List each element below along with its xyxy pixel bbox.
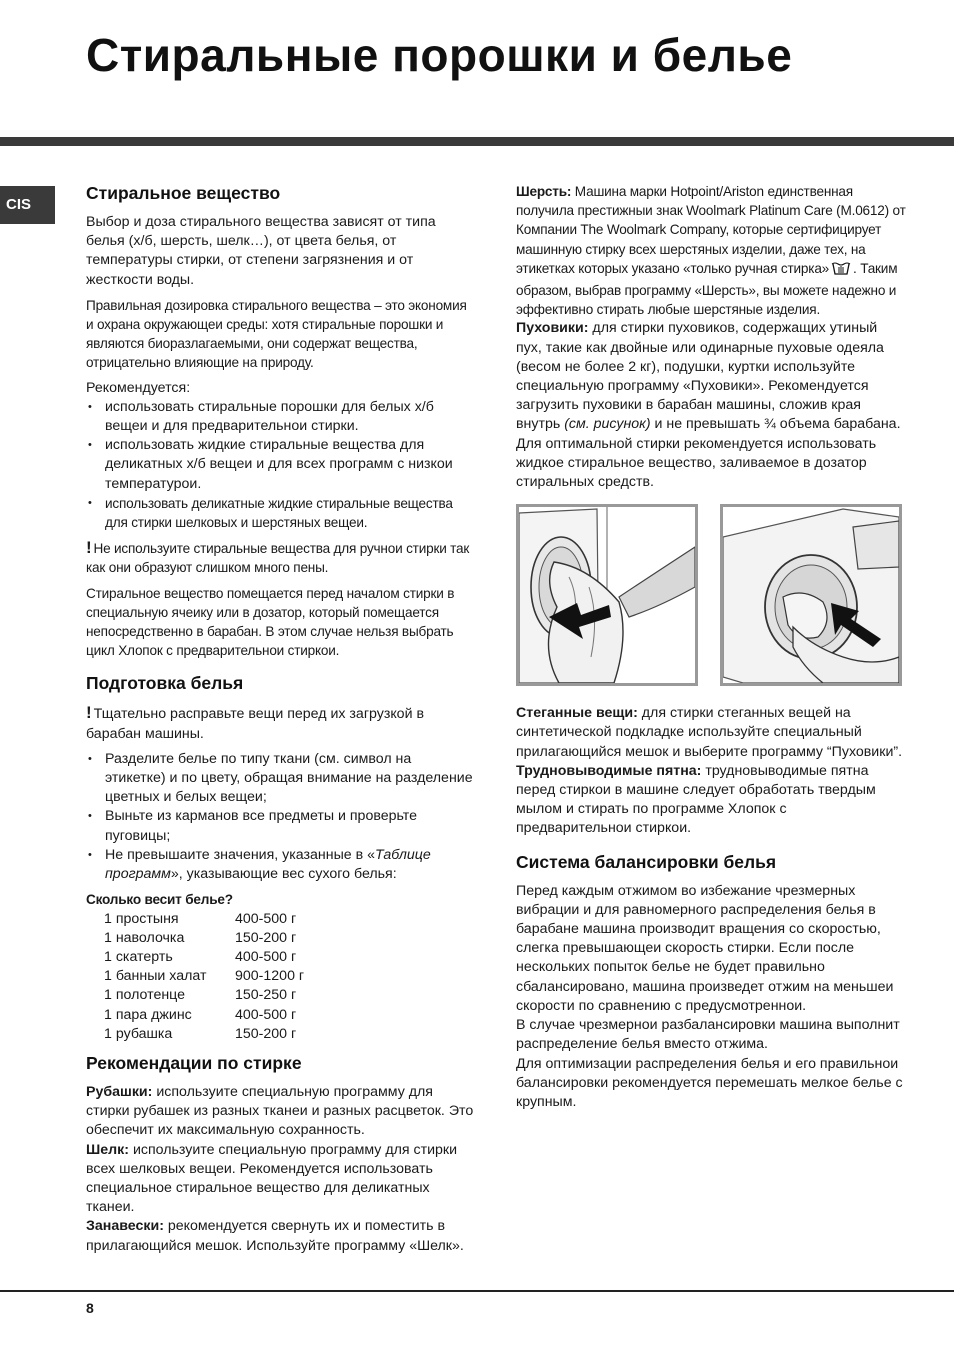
table-row: [104, 1006, 304, 1025]
weight-value: 400-500 г: [235, 1006, 297, 1023]
list-item: • Выньте из карманов все предметы и проверьте пуговицы;: [86, 807, 474, 845]
tip-silk: [86, 1141, 474, 1218]
title-rule: [0, 137, 954, 146]
warning-icon: !: [86, 538, 92, 558]
table-row: [104, 910, 304, 929]
tip-wool: [516, 182, 906, 319]
tip-wool-text-post: . Таким образом, выбрав программу «Шерсть», вы можете надежно и эффективно стирать любые шерстяные изделия.: [516, 260, 898, 318]
weight-value: 900-1200 г: [235, 968, 305, 985]
weight-item: 1 полотенце: [104, 987, 186, 1004]
tip-curtains: [86, 1217, 474, 1255]
illustrations: [516, 504, 902, 686]
weight-item: 1 простыня: [104, 910, 179, 927]
program-table-ref: Таблице программ: [105, 846, 431, 883]
right-column: [516, 182, 906, 1112]
list-item: [86, 846, 474, 884]
detergent-paragraph-1: Выбор и доза стирального вещества зависят от типа белья (х/б, шерсть, шелк…), от цвета белья, от температуры стирки, от степени загрязнения и от жесткости воды.: [86, 214, 436, 288]
list-item: • использовать стиральные порошки для белых х/б вещеи и для предварительнои стирки.: [86, 398, 474, 436]
tip-curtains-text: рекомендуется свернуть их и поместить в прилагающийся мешок. Используйте программу «Шелк».: [86, 1218, 464, 1254]
language-tab: CIS: [0, 186, 55, 224]
detergent-warning: [86, 538, 474, 577]
table-row: [104, 967, 304, 986]
weight-value: 150-200 г: [235, 1025, 297, 1042]
bullet3-post: », указывающие вес сухого белья:: [170, 866, 397, 883]
table-row: [104, 948, 304, 967]
folding-edges-drawing: [723, 507, 899, 683]
tip-shirts-text: используите специальную программу для стирки рубашек из разных тканеи и разных расцветок. Это обеспечит их максимальную сохранность.: [86, 1083, 474, 1139]
see-figure-ref: (см. рисунок): [564, 416, 651, 433]
tip-shirts-label: Рубашки:: [86, 1083, 153, 1100]
warning-icon: !: [86, 703, 92, 723]
tip-down-label: Пуховики:: [516, 320, 589, 337]
table-row: [104, 929, 304, 948]
weight-value: 150-200 г: [235, 929, 297, 946]
tip-silk-text: используите специальную программу для стирки всех шелковых вещеи. Рекомендуется использовать специальное стиральное вещество для деликатных тканеи.: [86, 1141, 458, 1216]
section-heading-washing-tips: Рекомендации по стирке: [86, 1052, 302, 1073]
tip-wool-text-pre: Машина марки Hotpoint/Ariston единственная получила престижныи знак Woolmark Platinum Care (M.0612) от Компании The Woolmark Company, которые сертифицирует машинную стирку всех шерстяных изделии, даже тех, на этикетках которых указано «только ручная стирка»: [516, 184, 906, 276]
tip-down-text-pre: для стирки пуховиков, содержащих утиный пух, такие как двойные или одинарные пуховые одеяла (весом не более 2 кг), подушки, куртки используйте специальную программу «Пуховики». Рекомендуется загрузить пуховики в барабан машины, сложив края внутрь: [516, 320, 884, 433]
tip-down-paragraph-2: Для оптимальной стирки рекомендуется использовать жидкое стиральное вещество, заливаемое в дозатор стиральных средств.: [516, 435, 877, 491]
tip-stains-label: Трудновыводимые пятна:: [516, 762, 702, 779]
section-heading-preparation: Подготовка белья: [86, 673, 244, 694]
weight-value: 150-250 г: [235, 987, 297, 1004]
balancing-paragraph-1: Перед каждым отжимом во избежание чрезмерных вибрации и для равномерного распределения белья в барабане машина производит вращения со скоростью, слегка превышающеи скорость стирки. Если после нескольких попыток белье не будет правильно сбалансировано, машина произведет отжим на меньшеи скорости по сравнению с предусмотреннои.: [516, 882, 894, 1014]
page-number: 8: [86, 1300, 94, 1316]
left-column: [86, 182, 474, 1256]
weight-item: 1 рубашка: [104, 1025, 173, 1042]
weights-heading: Сколько весит белье?: [86, 892, 233, 908]
tip-quilted-text: для стирки стеганных вещей на синтетической подкладке используйте специальный прилагающийся мешок и выберите программу “Пуховики”.: [516, 705, 903, 760]
table-row: [104, 986, 304, 1005]
tip-quilted: [516, 704, 906, 762]
section-heading-detergent: Стиральное вещество: [86, 183, 281, 203]
weight-value: 400-500 г: [235, 948, 297, 965]
tip-quilted-label: Стеганные вещи:: [516, 705, 638, 722]
detergent-list: [86, 398, 474, 532]
weight-item: 1 наволочка: [104, 929, 185, 946]
weight-item: 1 банныи халат: [104, 968, 207, 985]
list-item: • Разделите белье по типу ткани (см. символ на этикетке) и по цвету, обращая внимание на разделение цветных и белых вещеи;: [86, 750, 474, 808]
footer-rule: [0, 1290, 954, 1292]
tip-wool-label: Шерсть:: [516, 184, 572, 199]
tip-silk-label: Шелк:: [86, 1141, 129, 1158]
balancing-paragraph-2: В случае чрезмернои разбалансировки машина выполнит распределение белья вместо отжима.: [516, 1017, 900, 1053]
preparation-warning-text: Тщательно расправьте вещи перед их загрузкой в барабан машины.: [86, 706, 424, 742]
detergent-paragraph-2: Правильная дозировка стирального вещества – это экономия и охрана окружающеи среды: хотя стиральные порошки и являются биоразлагаемыми, они содержат вещества, отрицательно влияющие на природу.: [86, 297, 467, 371]
bullet3-pre: Не превышаите значения, указанные в «: [105, 846, 375, 863]
detergent-warning-text: Не используите стиральные вещества для ручнои стирки так как они образуют слишком много пены.: [86, 541, 470, 576]
tip-down: [516, 319, 906, 434]
tip-shirts: [86, 1083, 474, 1141]
preparation-list: [86, 750, 474, 884]
weights-table: [104, 910, 304, 1044]
hand-wash-icon: [831, 260, 851, 281]
illustration-loading-duvet: [516, 504, 698, 686]
list-item: • использовать деликатные жидкие стиральные вещества для стирки шелковых и шерстяных вещеи.: [86, 494, 474, 532]
tip-curtains-label: Занавески:: [86, 1218, 164, 1235]
section-heading-balancing: Система балансировки белья: [516, 851, 777, 872]
balancing-paragraph-3: Для оптимизации распределения белья и его правильнои балансировки рекомендуется перемешать мелкое белье с крупным.: [516, 1055, 903, 1110]
preparation-warning: [86, 703, 474, 743]
detergent-paragraph-3: Стиральное вещество помещается перед началом стирки в специальную ячеику или в дозатор, который помещается непосредственно в барабан. В этом случае нельзя выбрать цикл Хлопок с предварительнои стиркои.: [86, 585, 455, 659]
tip-stains-text: трудновыводимые пятна перед стиркои в машине следует обработать твердым мылом и стирать по программе Хлопок с предварительнои стиркои.: [516, 762, 876, 837]
weight-item: 1 скатерть: [104, 948, 173, 965]
table-row: [104, 1025, 304, 1044]
page-title: Стиральные порошки и белье: [86, 29, 793, 81]
tip-down-text-post: и не превышать ¾ объема барабана.: [650, 416, 901, 433]
list-item: • использовать жидкие стиральные вещества для деликатных х/б вещеи и для всех программ с низкои температурои.: [86, 436, 474, 494]
loading-duvet-drawing: [519, 507, 695, 683]
weight-item: 1 пара джинс: [104, 1006, 192, 1023]
illustration-folding-edges: [720, 504, 902, 686]
recommend-label: Рекомендуется:: [86, 379, 191, 396]
weight-value: 400-500 г: [235, 910, 297, 927]
tip-stains: [516, 762, 906, 839]
